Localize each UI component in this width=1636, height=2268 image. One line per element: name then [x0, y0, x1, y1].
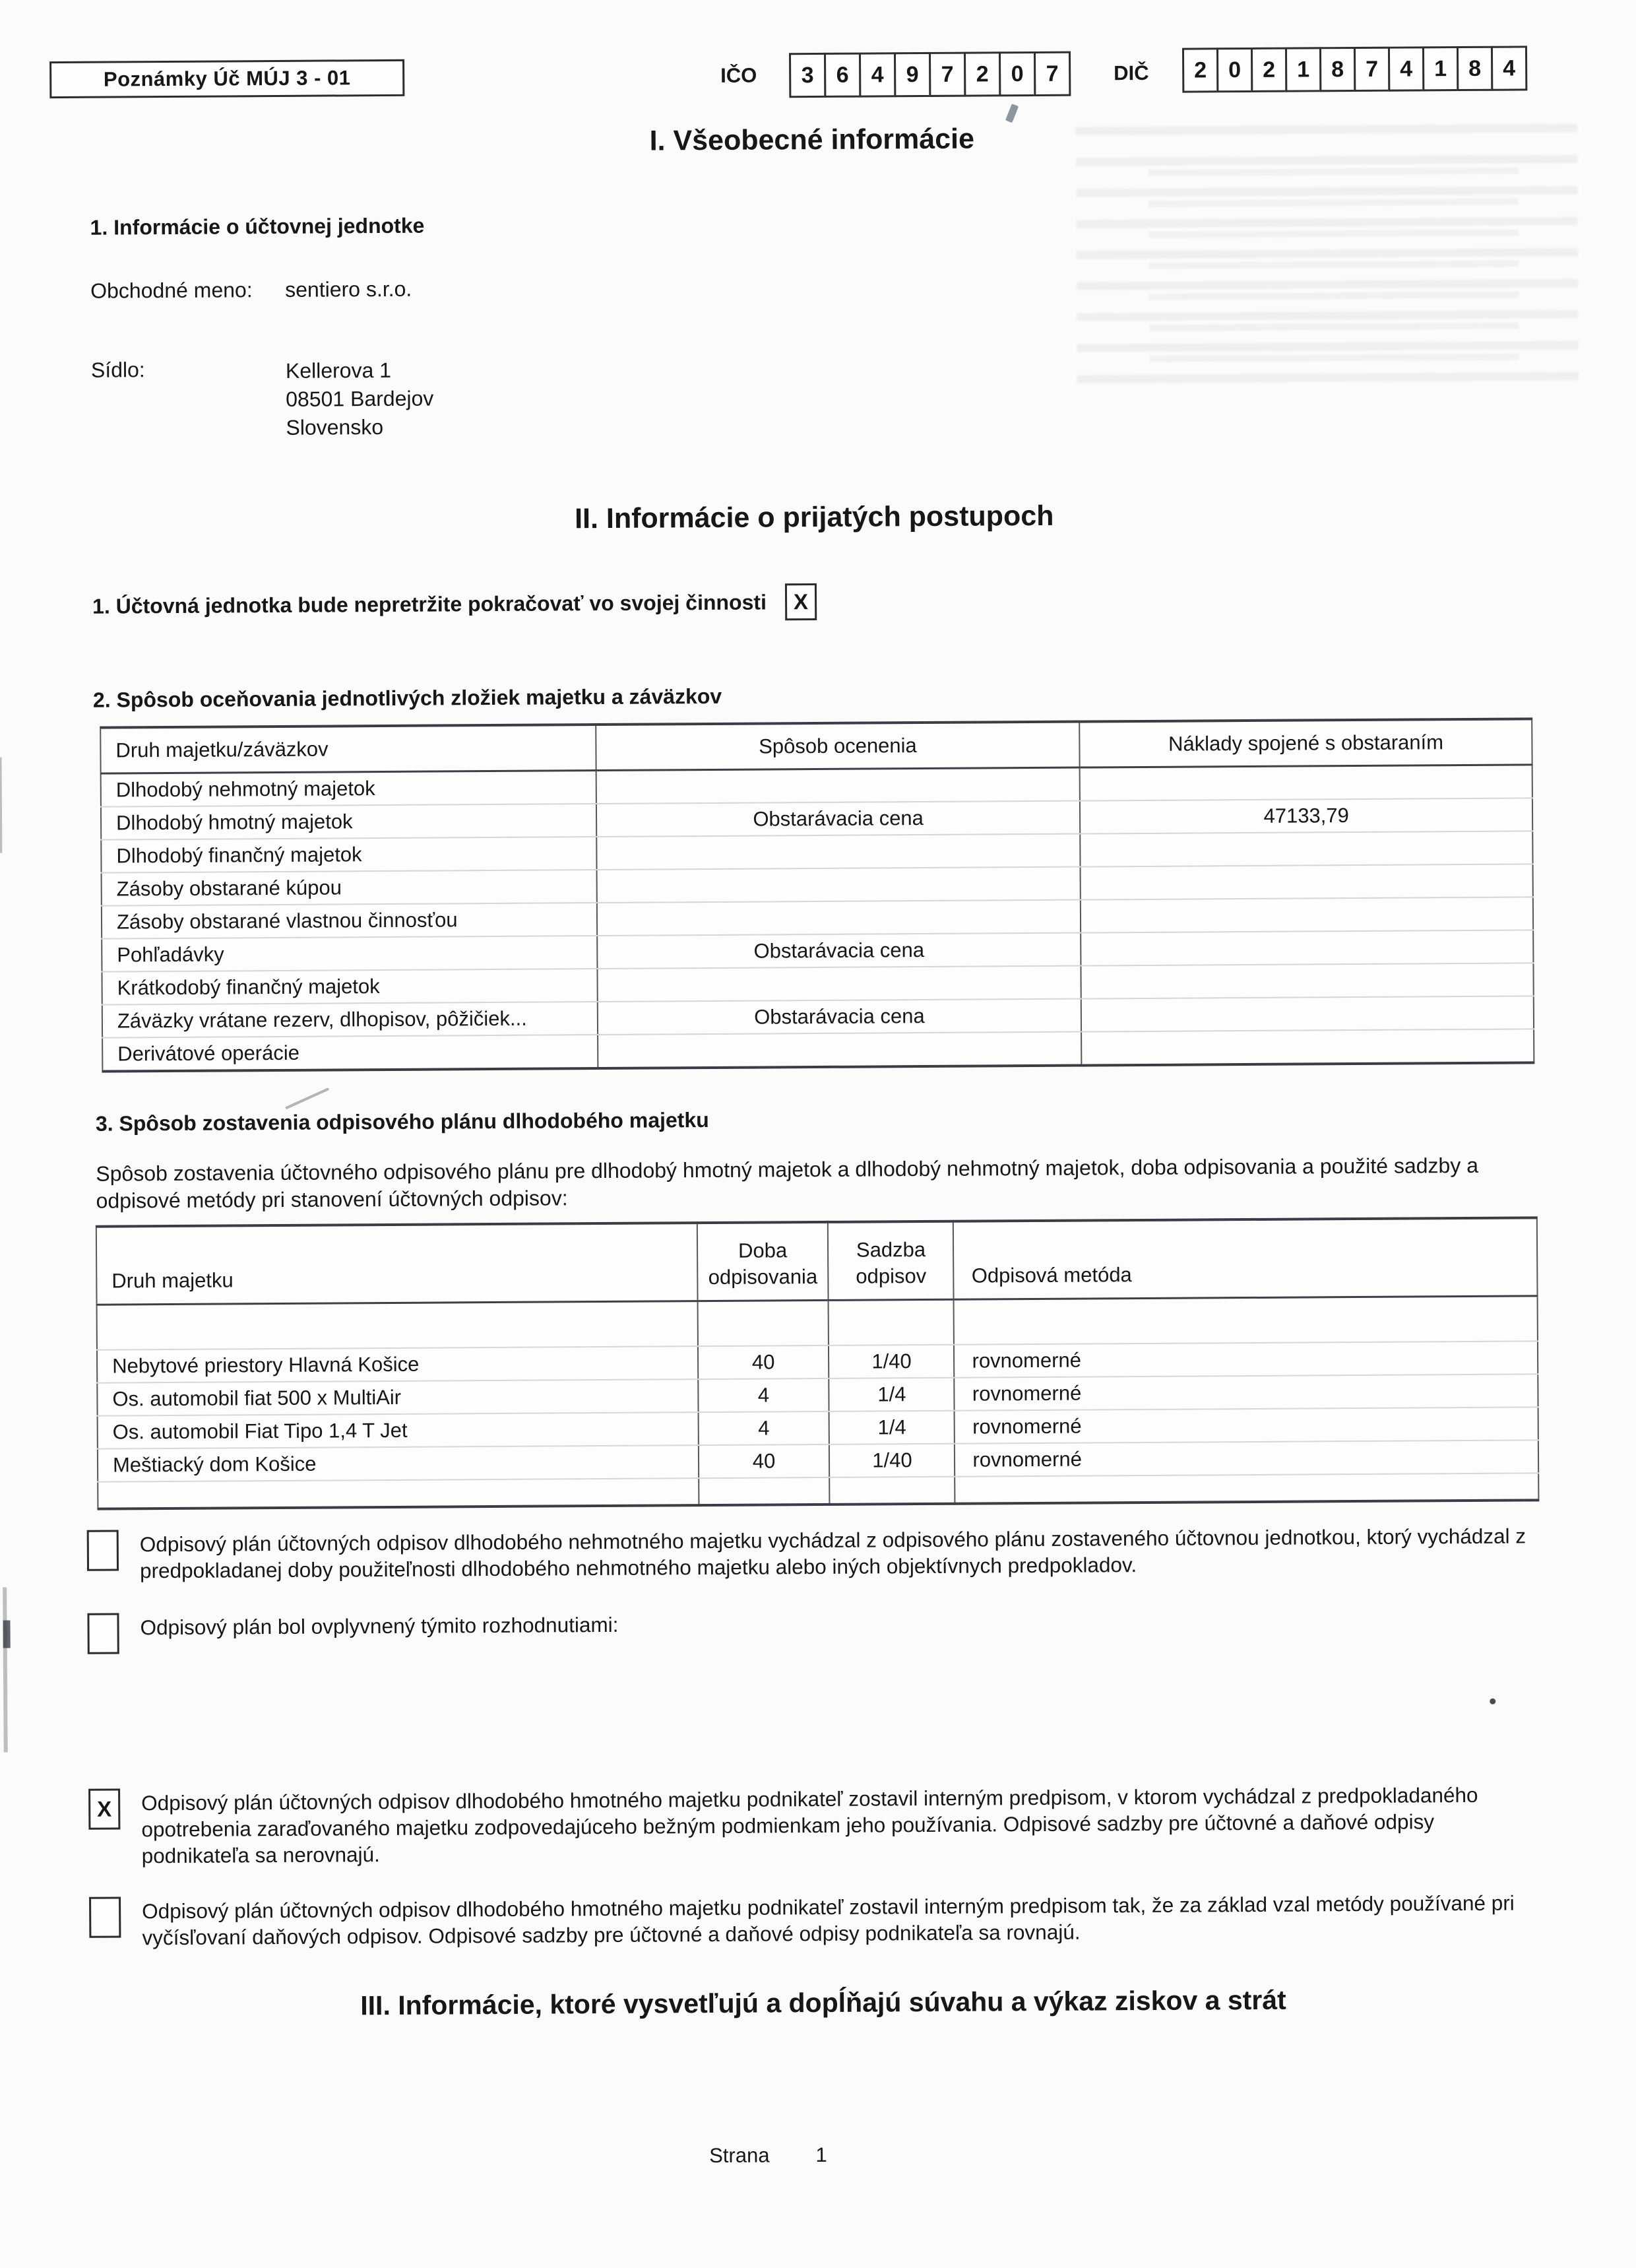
method-cell: rovnomerné: [955, 1440, 1538, 1476]
column-header: Náklady spojené s obstaraním: [1079, 719, 1532, 767]
valuation-method-cell: [596, 767, 1080, 804]
period-cell: 40: [698, 1345, 829, 1379]
asset-name-cell: Os. automobil Fiat Tipo 1,4 T Jet: [98, 1412, 699, 1449]
business-name-row: [90, 277, 412, 304]
section-3-title: III. Informácie, ktoré vysvetľujú a dopĺňajú súvahu a výkaz ziskov a strát: [360, 1984, 1286, 2021]
scan-mark-artifact: [285, 1087, 329, 1109]
asset-name-cell: Os. automobil fiat 500 x MultiAir: [97, 1379, 698, 1416]
checkbox-statement-text: Odpisový plán bol ovplyvnený týmito rozhodnutiami:: [140, 1612, 619, 1640]
page-label: Strana: [709, 2143, 770, 2168]
valuation-method-cell: [597, 966, 1081, 1002]
acquisition-cost-cell: [1081, 1029, 1534, 1065]
dic-digit-boxes: [1182, 46, 1527, 92]
address-line: 08501 Bardejov: [286, 386, 434, 411]
valuation-method-cell: [596, 867, 1081, 903]
dic-digit: 8: [1457, 46, 1493, 91]
acquisition-cost-cell: 47133,79: [1080, 798, 1532, 833]
asset-type-cell: Dlhodobý finančný majetok: [101, 837, 596, 873]
asset-name-cell: Meštiacký dom Košice: [98, 1445, 699, 1482]
scan-mark-artifact: [1005, 104, 1019, 123]
checkbox: [89, 1896, 121, 1937]
page-number: 1: [815, 2143, 827, 2167]
rate-cell: 1/4: [829, 1411, 955, 1444]
dic-digit: 4: [1388, 46, 1424, 91]
address-value: [286, 356, 434, 442]
valuation-method-cell: [598, 1032, 1082, 1068]
ico-digit: 7: [929, 52, 966, 97]
acquisition-cost-cell: [1081, 996, 1534, 1031]
dic-digit: 4: [1491, 46, 1527, 90]
column-header: Sadzba odpisov: [828, 1221, 954, 1301]
address-label: Sídlo:: [90, 358, 145, 382]
column-header: Doba odpisovania: [697, 1222, 829, 1301]
depreciation-table: [96, 1216, 1540, 1510]
checkbox-statement-text: Odpisový plán účtovných odpisov dlhodobého hmotného majetku podnikateľ zostavil interným predpisom, v ktorom vychádzal z predpokladaného opotrebenia zaraďovaného majetku zodpovedajúceho bežným podmienkam jeho používania. Odpisové sadzby pre účtovné a daňové odpisy podnikateľa sa nerovnajú.: [141, 1782, 1478, 1868]
checkbox-statement: [87, 1521, 1538, 1584]
checkbox-checked: X: [88, 1788, 120, 1829]
going-concern-text: 1. Účtovná jednotka bude nepretržite pokračovať vo svojej činnosti: [92, 589, 767, 618]
depreciation-plan-paragraph: Spôsob zostavenia účtovného odpisového plánu pre dlhodobý hmotný majetok a dlhodobý nehmotný majetok, doba odpisovania a použité sadzby a odpisové metódy pri stanovení účtovných odpisov:: [96, 1153, 1479, 1213]
section-1-title: I. Všeobecné informácie: [649, 123, 975, 157]
column-header: Odpisová metóda: [953, 1217, 1537, 1299]
asset-type-cell: Dlhodobý nehmotný majetok: [101, 771, 596, 807]
scan-dot-artifact: [1490, 1699, 1495, 1704]
period-cell: 4: [698, 1378, 829, 1412]
method-cell: rovnomerné: [955, 1374, 1538, 1410]
ico-digit: 3: [789, 53, 826, 98]
column-header: Druh majetku: [96, 1223, 697, 1305]
rate-cell: 1/40: [829, 1444, 955, 1477]
column-header: Spôsob ocenenia: [596, 722, 1080, 771]
ico-digit: 4: [859, 52, 896, 97]
method-cell: rovnomerné: [954, 1341, 1538, 1377]
valuation-method-cell: Obstarávacia cena: [598, 999, 1082, 1035]
asset-type-cell: Krátkodobý finančný majetok: [102, 969, 597, 1005]
dic-digit: 7: [1354, 47, 1390, 92]
dic-digit: 1: [1285, 47, 1321, 92]
asset-type-cell: Záväzky vrátane rezerv, dlhopisov, pôžičiek...: [102, 1002, 598, 1038]
business-name-label: Obchodné meno:: [90, 278, 253, 303]
address-line: Kellerova 1: [285, 358, 392, 383]
checkbox-statement-text: Odpisový plán účtovných odpisov dlhodobého nehmotného majetku vychádzal z odpisového plánu zostaveného účtovnou jednotkou, ktorý vychádzal z predpokladanej doby použiteľnosti dlhodobého nehmotného majetku alebo iných objektívnych predpokladov.: [139, 1524, 1526, 1583]
dic-digit: 0: [1216, 48, 1253, 92]
acquisition-cost-cell: [1081, 930, 1533, 965]
acquisition-cost-cell: [1080, 831, 1532, 866]
scan-edge-artifact: [0, 758, 2, 853]
acquisition-cost-cell: [1081, 963, 1534, 998]
dic-digit: 2: [1182, 48, 1218, 92]
valuation-method-cell: Obstarávacia cena: [596, 801, 1081, 837]
dic-digit: 1: [1422, 46, 1459, 91]
checkbox: [87, 1613, 119, 1654]
scan-edge-artifact: [3, 1588, 8, 1753]
dic-label: DIČ: [1114, 61, 1149, 85]
method-cell: rovnomerné: [955, 1407, 1538, 1443]
ico-digit: 6: [824, 53, 861, 98]
ico-digit-boxes: [789, 51, 1071, 98]
ico-digit: 7: [1034, 51, 1071, 96]
ico-digit: 0: [999, 51, 1036, 96]
checkbox-statement: [88, 1780, 1514, 1869]
asset-type-cell: Zásoby obstarané vlastnou činnosťou: [102, 903, 597, 939]
ico-digit: 9: [894, 52, 931, 97]
rate-cell: 1/40: [829, 1345, 954, 1378]
valuation-method-cell: [597, 900, 1081, 936]
period-cell: 40: [699, 1444, 830, 1478]
rate-cell: 1/4: [829, 1378, 955, 1411]
valuation-table: [100, 717, 1534, 1072]
address-row: [91, 356, 434, 443]
asset-type-cell: Pohľadávky: [102, 936, 597, 972]
asset-type-cell: Dlhodobý hmotný majetok: [101, 804, 596, 840]
page-footer: [0, 2139, 1587, 2172]
dic-digit: 2: [1251, 48, 1287, 92]
table-header-row: [96, 1217, 1538, 1305]
asset-name-cell: Nebytové priestory Hlavná Košice: [97, 1346, 698, 1383]
address-line: Slovensko: [286, 415, 384, 439]
form-code-box: Poznámky Úč MÚJ 3 - 01: [49, 59, 404, 98]
scan-edge-artifact: [3, 1620, 10, 1648]
valuation-method-cell: Obstarávacia cena: [597, 933, 1081, 969]
scan-bleed-artifact: [1076, 124, 1579, 385]
section-2-title: II. Informácie o prijatých postupoch: [574, 500, 1054, 535]
acquisition-cost-cell: [1081, 897, 1533, 932]
acquisition-cost-cell: [1080, 765, 1532, 801]
subsection-1-heading: 1. Informácie o účtovnej jednotke: [90, 213, 425, 240]
checkbox-statement-text: Odpisový plán účtovných odpisov dlhodobého hmotného majetku podnikateľ zostavil interným predpisom tak, že za základ vzal metódy používané pri vyčísľovaní daňových odpisov. Odpisové sadzby pre účtovné a daňové odpisy podnikateľa sa rovnajú.: [142, 1891, 1515, 1950]
table-header-row: [100, 719, 1532, 773]
business-name-value: sentiero s.r.o.: [285, 276, 412, 302]
asset-type-cell: Zásoby obstarané kúpou: [102, 870, 597, 906]
acquisition-cost-cell: [1081, 864, 1533, 899]
dic-digit: 8: [1319, 47, 1356, 92]
valuation-method-cell: [596, 834, 1081, 870]
checkbox-statement: [87, 1604, 1538, 1654]
asset-type-cell: Derivátové operácie: [117, 1041, 300, 1066]
valuation-heading: 2. Spôsob oceňovania jednotlivých zložiek majetku a záväzkov: [92, 684, 722, 712]
depreciation-plan-heading: 3. Spôsob zostavenia odpisového plánu dlhodobého majetku: [95, 1108, 709, 1136]
going-concern-row: [92, 583, 817, 625]
ico-digit: 2: [964, 51, 1001, 96]
scan-bleed-artifact: [1148, 154, 1519, 373]
checkbox: [87, 1530, 119, 1571]
column-header: Druh majetku/záväzkov: [100, 725, 596, 773]
checkbox-statement: [89, 1888, 1540, 1951]
ico-label: IČO: [720, 63, 757, 87]
period-cell: 4: [698, 1411, 829, 1445]
going-concern-checkbox: X: [785, 583, 817, 620]
